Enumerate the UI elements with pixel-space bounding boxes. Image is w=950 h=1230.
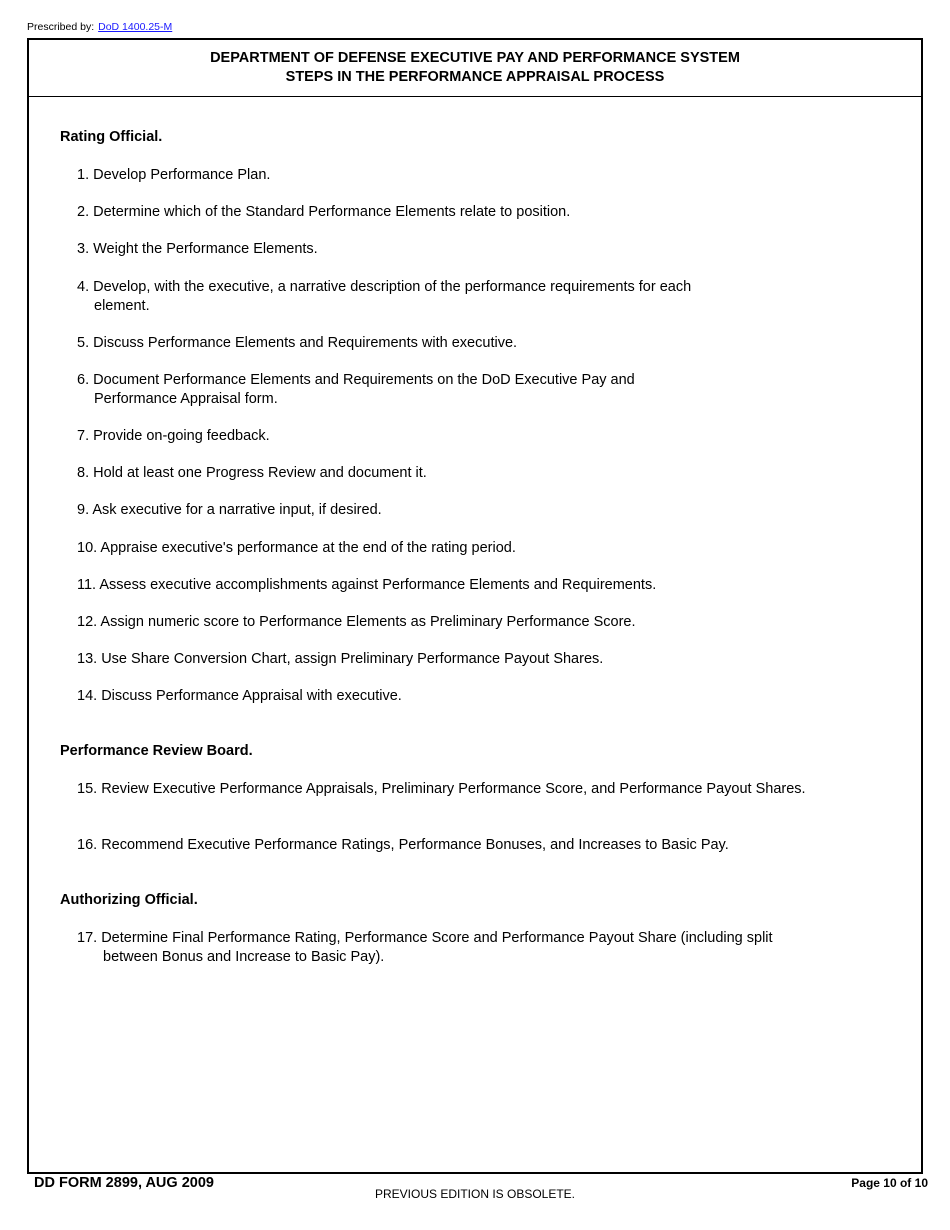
step-item (77, 687, 402, 706)
step-text: Develop, with the executive, a narrative description of the performance requirements for each element. (93, 279, 692, 314)
step-text: Hold at least one Progress Review and document it. (93, 465, 427, 481)
step-number: 6. (77, 372, 90, 388)
section-title-performance-review-board: Performance Review Board. (60, 743, 253, 759)
step-item (77, 836, 729, 855)
step-item (77, 539, 516, 558)
step-text: Discuss Performance Elements and Requirements with executive. (93, 335, 518, 351)
header-title-line2: STEPS IN THE PERFORMANCE APPRAISAL PROCESS (285, 69, 665, 85)
step-text: Develop Performance Plan. (93, 167, 271, 183)
header-title-line1: DEPARTMENT OF DEFENSE EXECUTIVE PAY AND PERFORMANCE SYSTEM (210, 50, 740, 66)
step-number: 10. (77, 540, 98, 556)
step-item (77, 464, 427, 483)
step-number: 8. (77, 465, 90, 481)
step-text: Document Performance Elements and Requirements on the DoD Executive Pay and Performance Appraisal form. (93, 372, 635, 407)
step-item (77, 929, 828, 967)
step-number: 5. (77, 335, 90, 351)
step-text: Ask executive for a narrative input, if desired. (92, 502, 382, 518)
step-number: 3. (77, 241, 90, 257)
step-text: Determine Final Performance Rating, Performance Score and Performance Payout Share (including split between Bonus and Increase to Basic Pay). (101, 930, 773, 965)
step-item (77, 613, 636, 632)
prescribed-by-label: Prescribed by: (27, 21, 95, 33)
step-text: Discuss Performance Appraisal with executive. (101, 688, 402, 704)
step-number: 12. (77, 614, 98, 630)
page-number: Page 10 of 10 (851, 1176, 928, 1190)
step-text: Assess executive accomplishments against Performance Elements and Requirements. (99, 577, 657, 593)
step-text: Use Share Conversion Chart, assign Preliminary Performance Payout Shares. (101, 651, 604, 667)
step-text: Determine which of the Standard Performance Elements relate to position. (93, 204, 571, 220)
step-number: 17. (77, 930, 98, 946)
step-item (77, 240, 318, 259)
step-text: Recommend Executive Performance Ratings, Performance Bonuses, and Increases to Basic Pay. (101, 837, 729, 853)
step-item (77, 576, 656, 595)
step-number: 14. (77, 688, 98, 704)
step-item (77, 203, 570, 222)
step-number: 15. (77, 781, 98, 797)
prescribed-by-link[interactable]: DoD 1400.25-M (98, 21, 173, 33)
step-number: 4. (77, 279, 90, 295)
step-item (77, 427, 270, 446)
step-text: Weight the Performance Elements. (93, 241, 318, 257)
step-number: 7. (77, 428, 90, 444)
section-title-authorizing-official: Authorizing Official. (60, 892, 198, 908)
step-text: Appraise executive's performance at the end of the rating period. (100, 540, 516, 556)
step-item (77, 780, 838, 799)
prescribed-by (27, 21, 172, 33)
step-item (77, 371, 709, 409)
step-item (77, 501, 382, 520)
step-text: Provide on-going feedback. (93, 428, 270, 444)
step-item (77, 334, 517, 353)
form-header (29, 40, 921, 97)
step-item (77, 166, 270, 185)
step-item (77, 278, 734, 316)
step-number: 1. (77, 167, 90, 183)
step-item (77, 650, 603, 669)
step-text: Assign numeric score to Performance Elements as Preliminary Performance Score. (100, 614, 636, 630)
step-number: 11. (77, 577, 97, 593)
step-number: 13. (77, 651, 98, 667)
form-number: DD FORM 2899, AUG 2009 (34, 1175, 214, 1191)
step-text: Review Executive Performance Appraisals, Preliminary Performance Score, and Performance Payout Shares. (101, 781, 806, 797)
form-frame (27, 38, 923, 1174)
step-number: 16. (77, 837, 98, 853)
edition-notice: PREVIOUS EDITION IS OBSOLETE. (374, 1187, 576, 1201)
step-number: 9. (77, 502, 90, 518)
section-title-rating-official: Rating Official. (60, 129, 163, 145)
step-number: 2. (77, 204, 90, 220)
